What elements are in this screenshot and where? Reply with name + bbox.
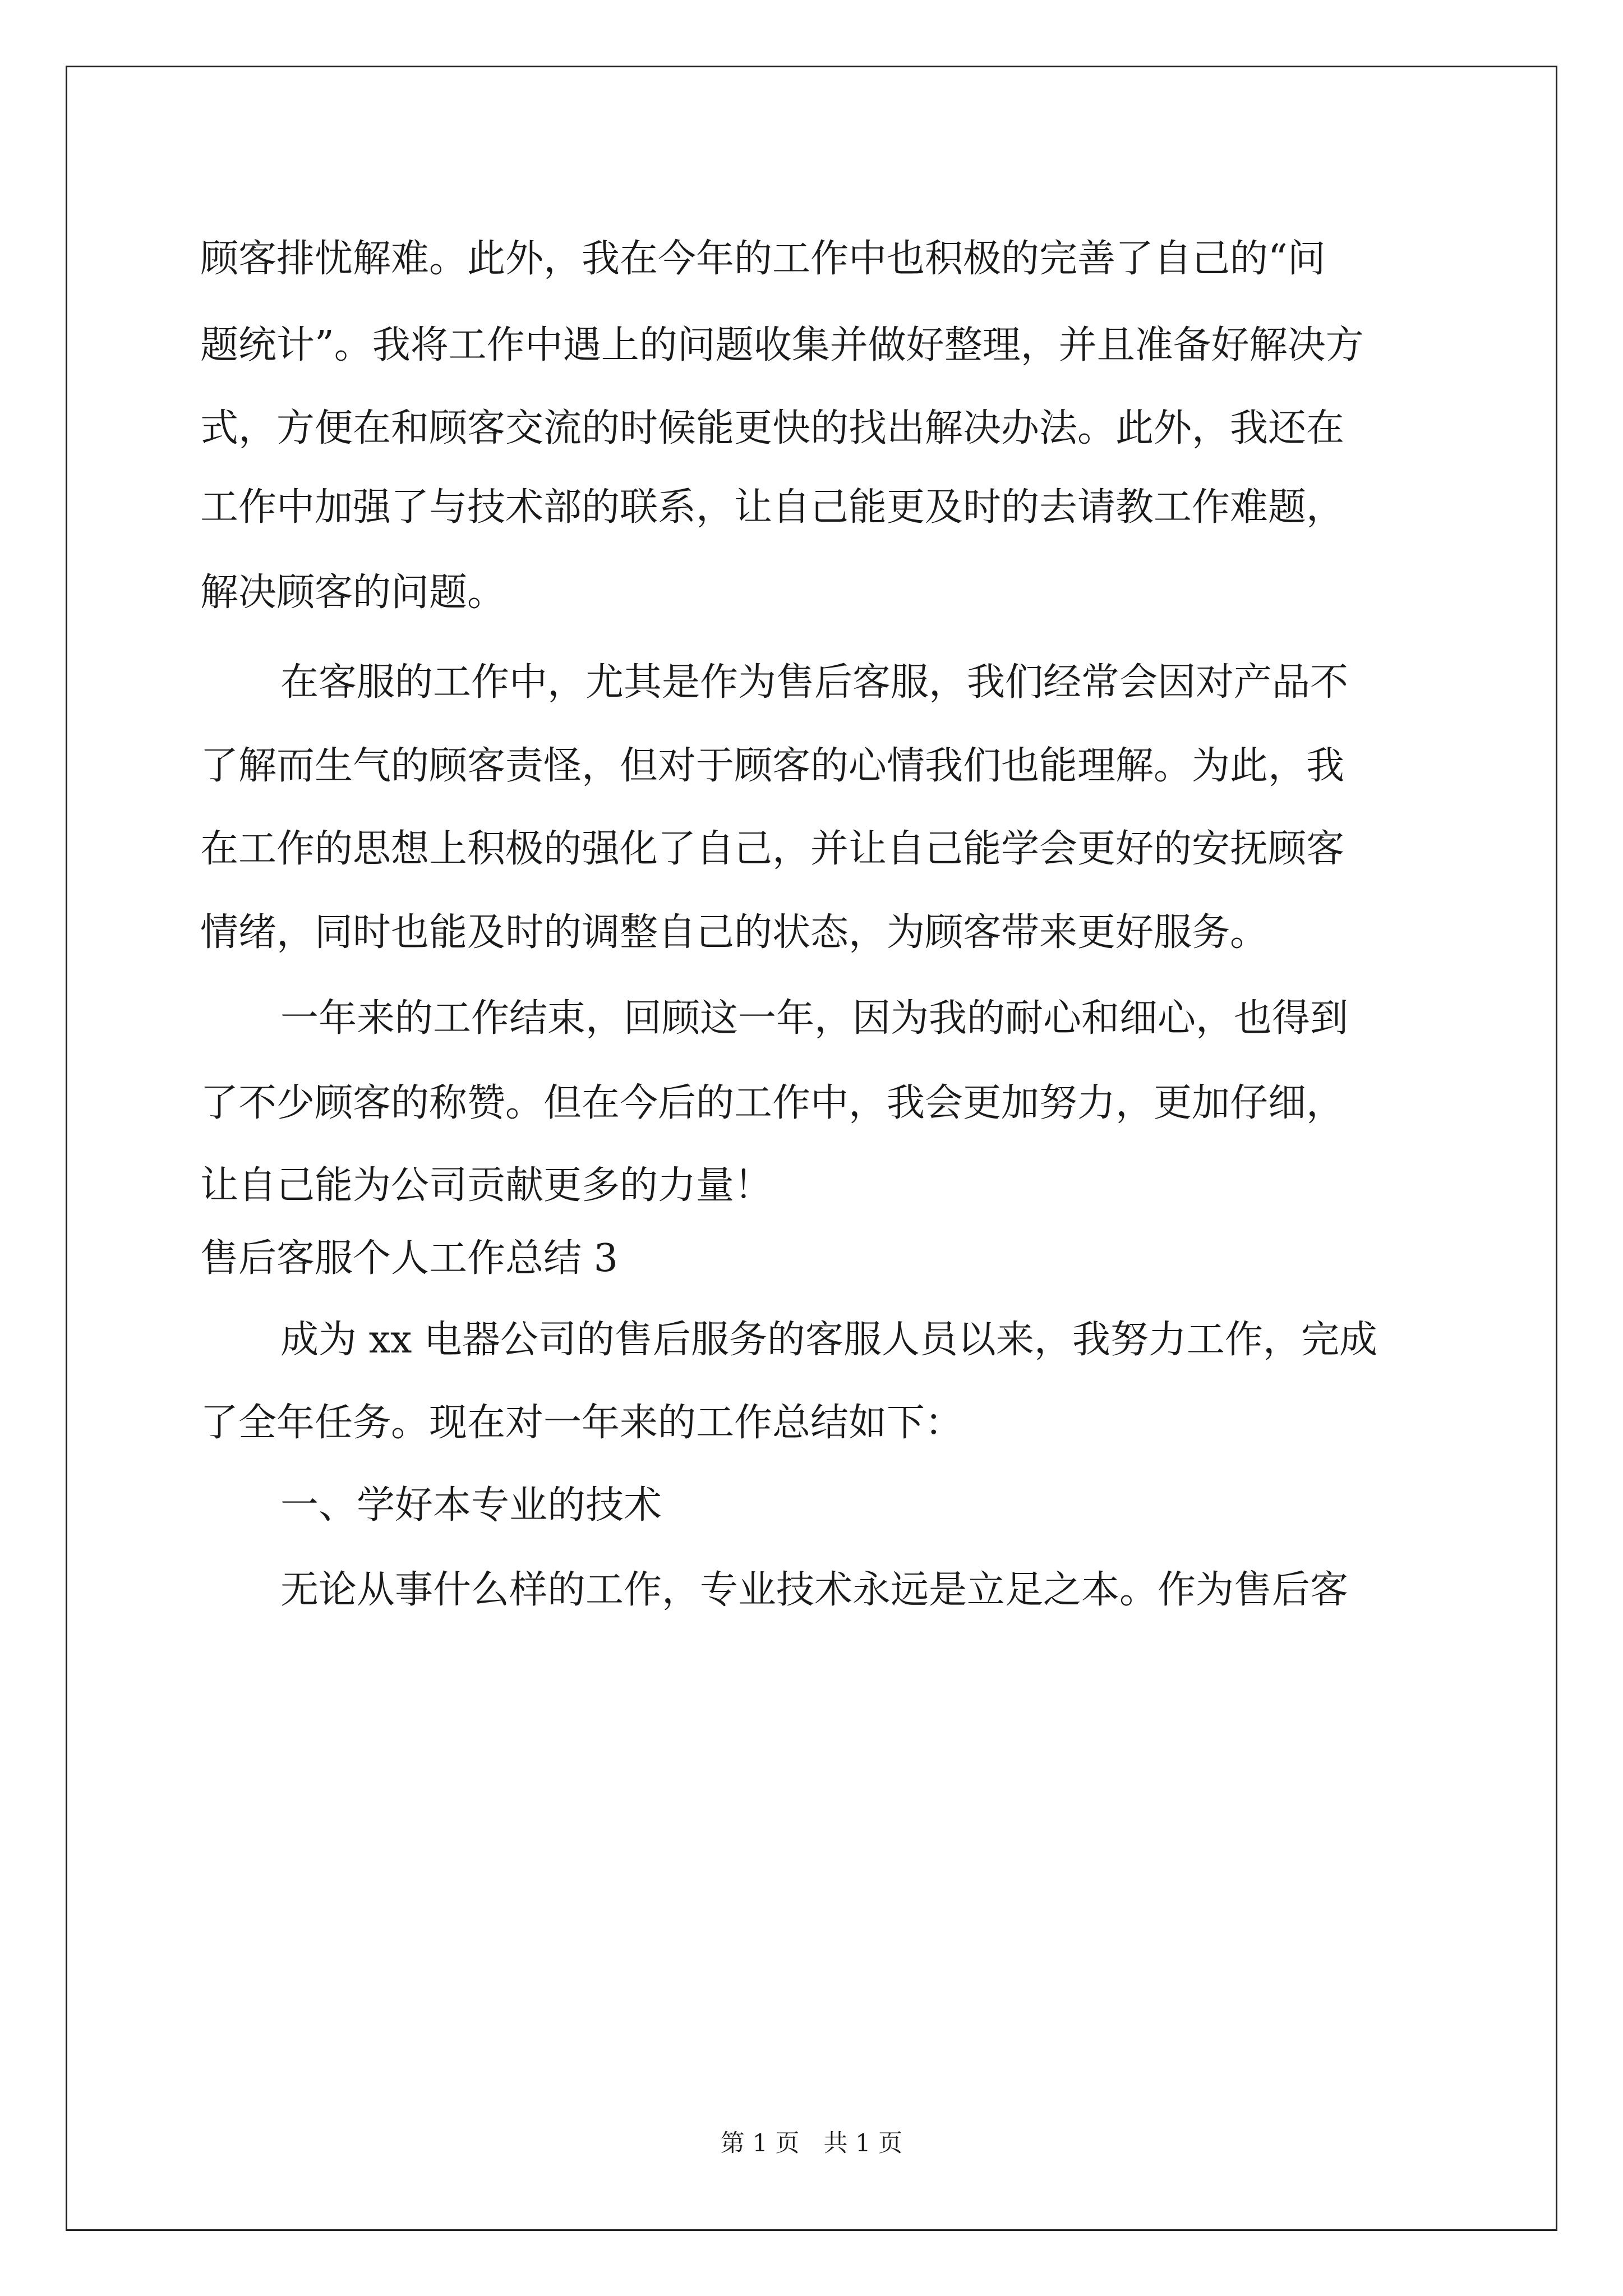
section-heading: 售后客服个人工作总结 3 — [200, 1236, 618, 1281]
text-line-12: 让自己能为公司贡献更多的力量！ — [200, 1163, 773, 1208]
text-line-2: 题统计”。我将工作中遇上的问题收集并做好整理，并且准备好解决方 — [200, 323, 1364, 367]
text-line-11: 了不少顾客的称赞。但在今后的工作中，我会更加努力，更加仔细， — [200, 1081, 1345, 1125]
text-line-5: 解决顾客的问题。 — [200, 570, 506, 615]
page-border — [66, 66, 1557, 2231]
text-line-7: 了解而生气的顾客责怪，但对于顾客的心情我们也能理解。为此，我 — [200, 744, 1345, 788]
text-line-14: 成为 xx 电器公司的售后服务的客服人员以来，我努力工作，完成 — [280, 1318, 1377, 1362]
page-footer: 第 1 页 共 1 页 — [720, 2129, 903, 2157]
text-line-1: 顾客排忧解难。此外，我在今年的工作中也积极的完善了自己的“问 — [200, 237, 1326, 281]
text-line-6: 在客服的工作中，尤其是作为售后客服，我们经常会因对产品不 — [280, 660, 1349, 705]
text-line-4: 工作中加强了与技术部的联系，让自己能更及时的去请教工作难题， — [200, 485, 1345, 530]
text-line-9: 情绪，同时也能及时的调整自己的状态，为顾客带来更好服务。 — [200, 910, 1269, 955]
text-line-17: 无论从事什么样的工作，专业技术永远是立足之本。作为售后客 — [280, 1568, 1349, 1612]
subsection-heading: 一、学好本专业的技术 — [280, 1483, 662, 1527]
text-line-15: 了全年任务。现在对一年来的工作总结如下： — [200, 1401, 963, 1445]
text-line-8: 在工作的思想上积极的强化了自己，并让自己能学会更好的安抚顾客 — [200, 827, 1345, 871]
text-line-10: 一年来的工作结束，回顾这一年，因为我的耐心和细心，也得到 — [280, 996, 1349, 1041]
text-line-3: 式，方便在和顾客交流的时候能更快的找出解决办法。此外，我还在 — [200, 406, 1345, 450]
